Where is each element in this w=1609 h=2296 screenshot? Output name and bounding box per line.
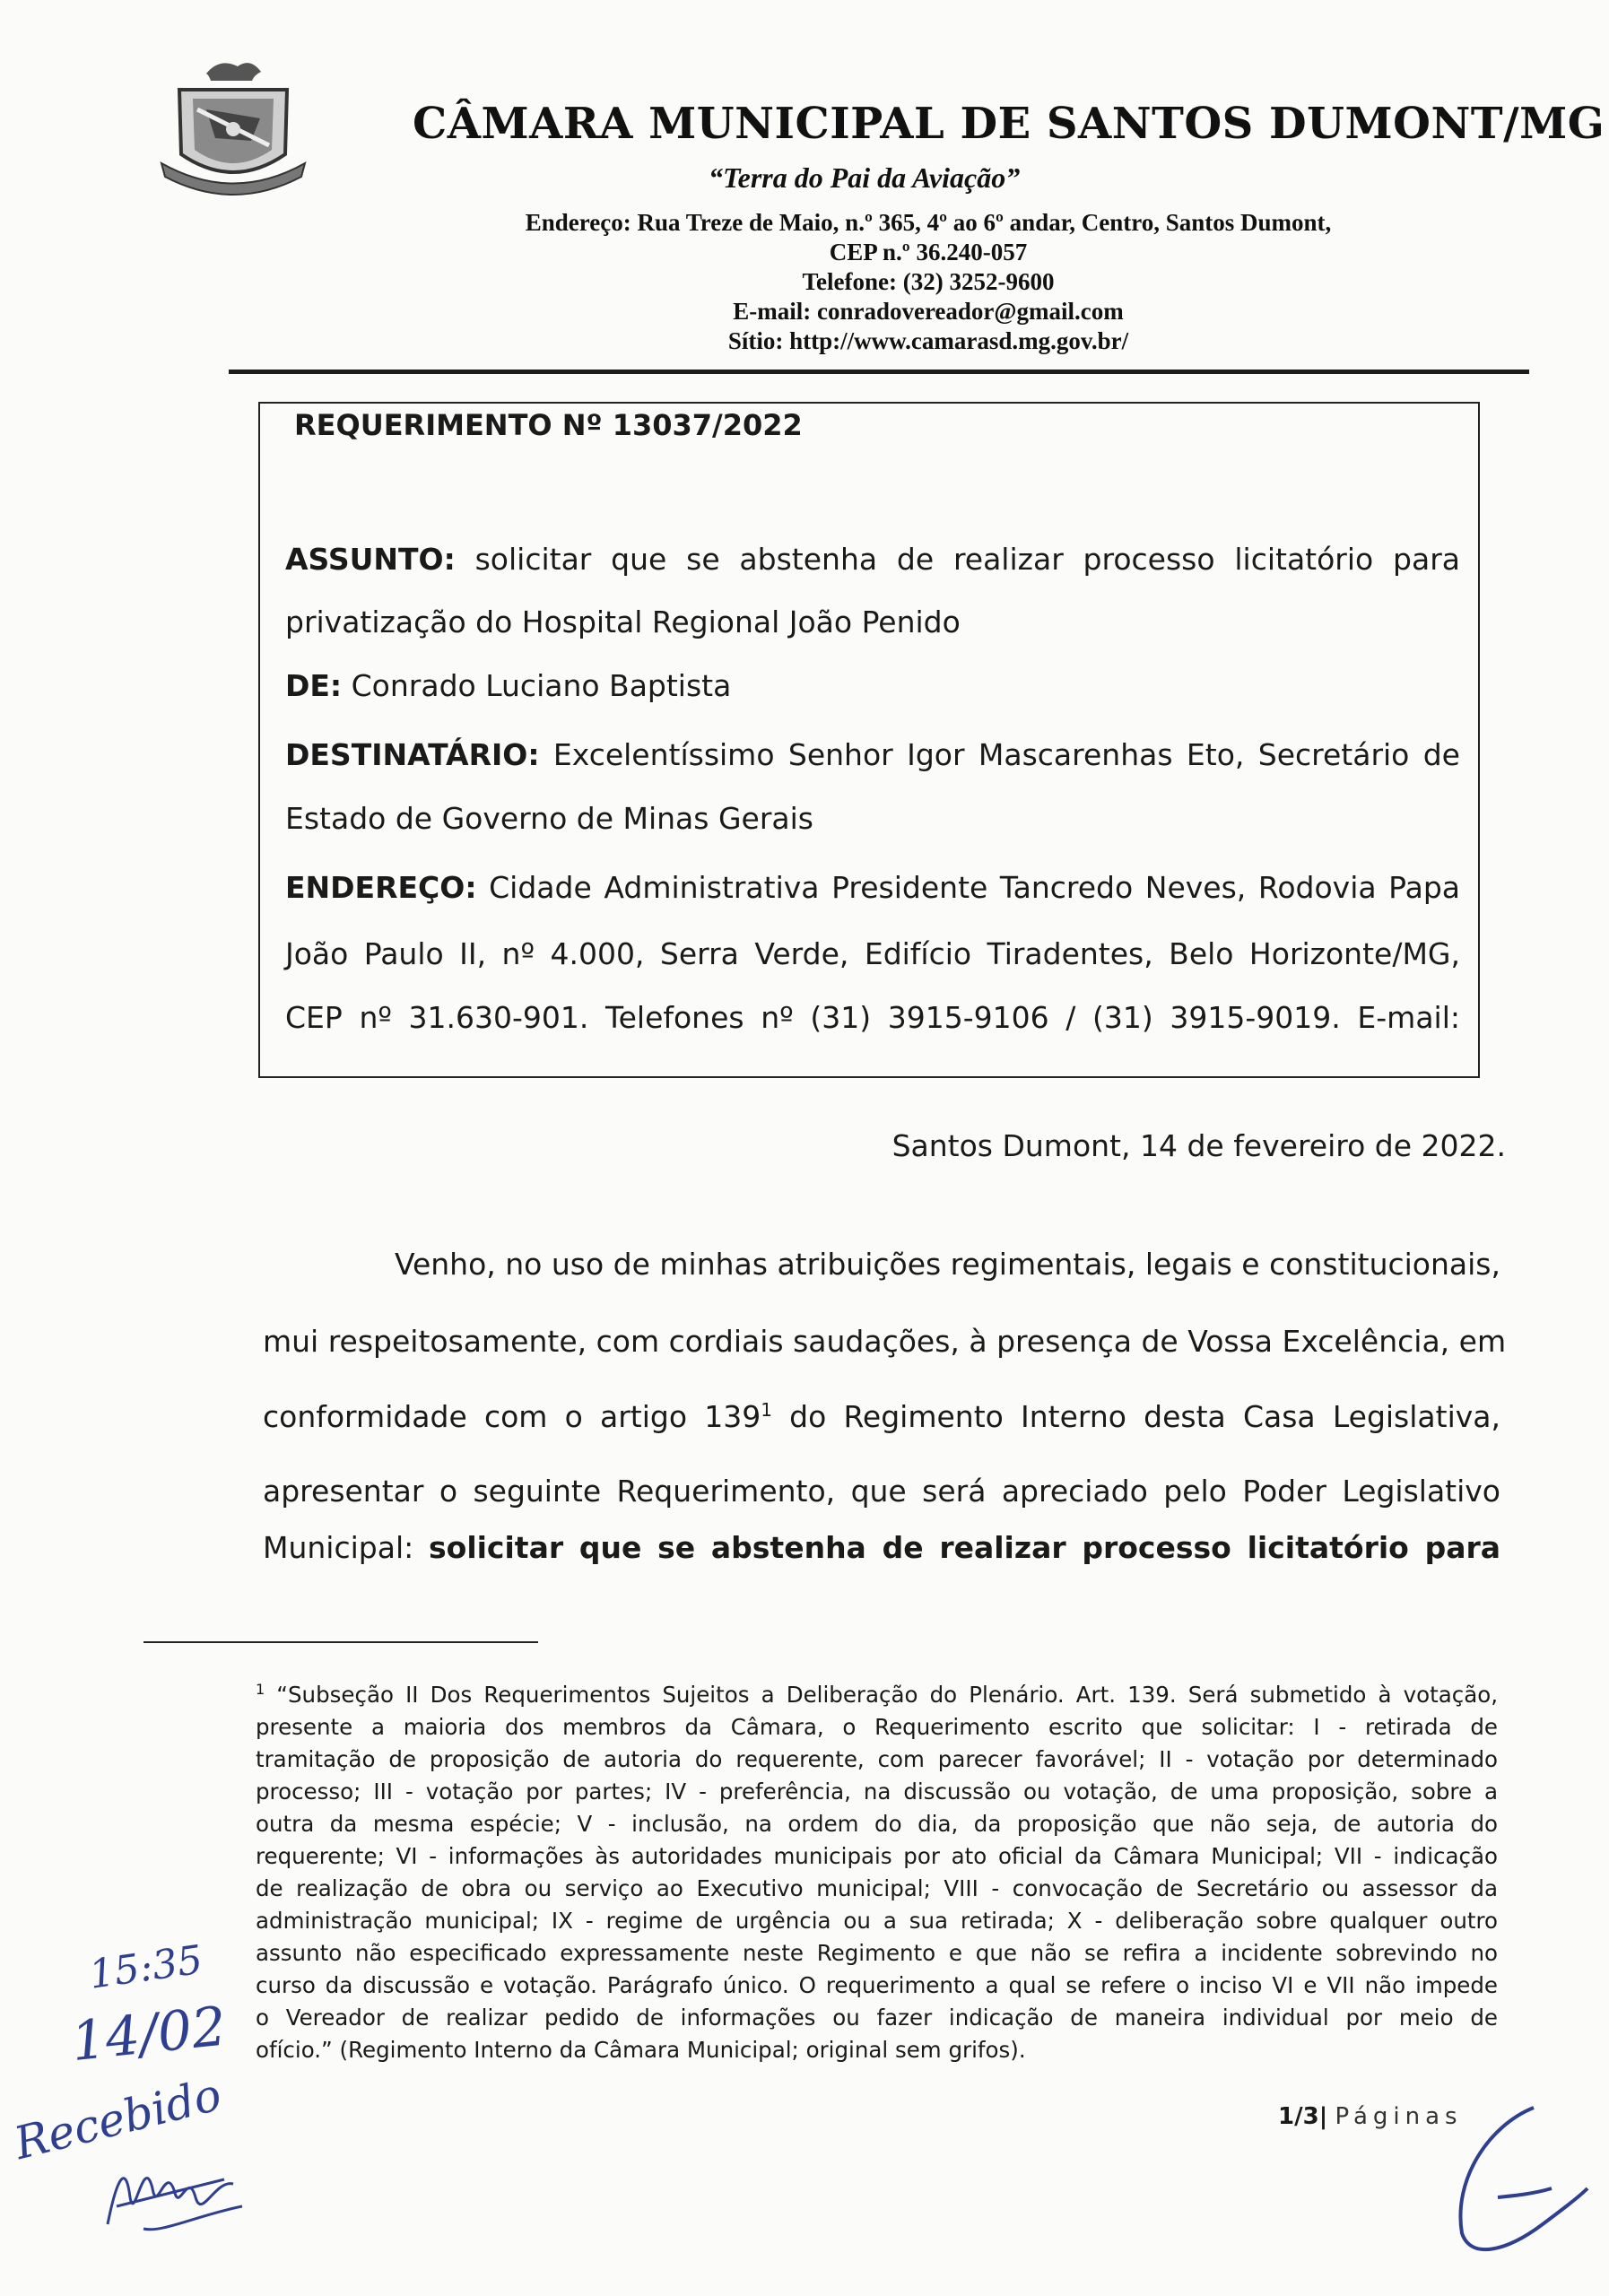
address-field-line-3: CEP nº 31.630-901. Telefones nº (31) 3915-9106 / (31) 3915-9019. E-mail: — [285, 1000, 1460, 1035]
footnote-line-11: o Vereador de realizar pedido de informações ou fazer indicação de maneira individual por meio de — [256, 2005, 1498, 2031]
footnote-line-10: curso da discussão e votação. Parágrafo único. O requerimento a qual se refere o inciso VI e VII não impede — [256, 1972, 1498, 1998]
site-line: Sítio: http://www.camarasd.mg.gov.br/ — [727, 327, 1129, 354]
body-line-2: mui respeitosamente, com cordiais saudações, à presença de Vossa Excelência, em — [263, 1324, 1507, 1359]
footnote-line-6: requerente; VI - informações às autoridades municipais por ato oficial da Câmara Municipal; VII - indicação — [256, 1843, 1498, 1869]
request-number: REQUERIMENTO Nº 13037/2022 — [294, 408, 803, 442]
address-field-line-1 — [285, 870, 1460, 905]
body-line-3-start: conformidade com o artigo 139 — [263, 1399, 761, 1434]
body-line-3-end: do Regimento Interno desta Casa Legislativa, — [771, 1399, 1500, 1434]
email-line: E-mail: conradovereador@gmail.com — [733, 298, 1124, 325]
footnote-text-1: “Subseção II Dos Requerimentos Sujeitos a Deliberação do Plenário. Art. 139. Será submetido à votação, — [265, 1682, 1498, 1708]
address-field-line-2: João Paulo II, nº 4.000, Serra Verde, Edifício Tiradentes, Belo Horizonte/MG, — [285, 936, 1460, 971]
body-line-5-start: Municipal: — [263, 1530, 429, 1565]
recipient-line-1 — [285, 737, 1460, 772]
chamber-motto: “Terra do Pai da Aviação” — [709, 161, 1021, 194]
handwritten-signature — [90, 2144, 251, 2251]
body-line-5-bold: solicitar que se abstenha de realizar processo licitatório para — [429, 1530, 1501, 1565]
address-line-2: CEP n.º 36.240-057 — [829, 239, 1028, 265]
subject-line-1 — [285, 542, 1460, 577]
coat-of-arms-emblem — [144, 56, 323, 208]
subject-label: ASSUNTO: — [285, 542, 456, 577]
footnote-line-3: tramitação de proposição de autoria do requerente, com parecer favorável; II - votação por determinado — [256, 1746, 1498, 1772]
body-line-5 — [263, 1530, 1500, 1565]
header-divider — [229, 370, 1529, 374]
phone-line: Telefone: (32) 3252-9600 — [802, 268, 1055, 295]
chamber-name: CÂMARA MUNICIPAL DE SANTOS DUMONT/MG — [413, 99, 1605, 149]
footnote-line-9: assunto não especificado expressamente neste Regimento e que não se refira a incidente sobrevindo no — [256, 1940, 1498, 1966]
body-line-4: apresentar o seguinte Requerimento, que será apreciado pelo Poder Legislativo — [263, 1474, 1500, 1509]
footnote-divider — [144, 1641, 538, 1643]
from-line — [285, 668, 1460, 703]
handwritten-initial — [1435, 2090, 1596, 2269]
footnote-line-5: outra da mesma espécie; V - inclusão, na ordem do dia, da proposição que não seja, de autoria do — [256, 1811, 1498, 1837]
subject-line-2: privatização do Hospital Regional João Penido — [285, 604, 961, 639]
address-label: ENDEREÇO: — [285, 870, 477, 905]
recipient-label: DESTINATÁRIO: — [285, 737, 540, 772]
footnote-line-4: processo; III - votação por partes; IV - preferência, na discussão ou votação, de uma proposição, sobre a — [256, 1779, 1498, 1805]
from-label: DE: — [285, 668, 343, 703]
footnote-ref: 1 — [761, 1399, 772, 1421]
document-date: Santos Dumont, 14 de fevereiro de 2022. — [891, 1128, 1506, 1163]
handwritten-date: 14/02 — [68, 1995, 230, 2074]
footnote-line-1 — [256, 1682, 1498, 1708]
from-value: Conrado Luciano Baptista — [351, 668, 732, 703]
subject-text-1: solicitar que se abstenha de realizar processo licitatório para — [474, 542, 1460, 577]
recipient-line-2: Estado de Governo de Minas Gerais — [285, 801, 813, 836]
handwritten-time: 15:35 — [86, 1936, 205, 1998]
handwritten-time-stamp — [81, 1937, 215, 2000]
footnote-marker: 1 — [256, 1680, 265, 1698]
body-line-1: Venho, no uso de minhas atribuições regimentais, legais e constitucionais, — [394, 1247, 1500, 1282]
body-line-3 — [263, 1399, 1500, 1434]
handwritten-received: Recebido — [9, 2068, 227, 2170]
handwritten-date-stamp — [63, 1995, 230, 2076]
footnote-line-8: administração municipal; IX - regime de urgência ou a sua retirada; X - deliberação sobre qualquer outro — [256, 1908, 1498, 1934]
footnote-line-2: presente a maioria dos membros da Câmara, o Requerimento escrito que solicitar: I - retirada de — [256, 1714, 1498, 1740]
recipient-text-1: Excelentíssimo Senhor Igor Mascarenhas Eto, Secretário de — [552, 737, 1460, 772]
page-label: Páginas — [1335, 2103, 1463, 2130]
footnote-line-7: de realização de obra ou serviço ao Executivo municipal; VIII - convocação de Secretário ou assessor da — [256, 1875, 1498, 1901]
address-line-1: Endereço: Rua Treze de Maio, n.º 365, 4º ao 6º andar, Centro, Santos Dumont, — [525, 209, 1332, 236]
page-current: 1/3 — [1278, 2103, 1319, 2130]
page-separator: | — [1318, 2103, 1328, 2130]
address-text-1: Cidade Administrativa Presidente Tancredo Neves, Rodovia Papa — [489, 870, 1460, 905]
footnote-line-12: ofício.” (Regimento Interno da Câmara Municipal; original sem grifos). — [256, 2037, 1026, 2063]
